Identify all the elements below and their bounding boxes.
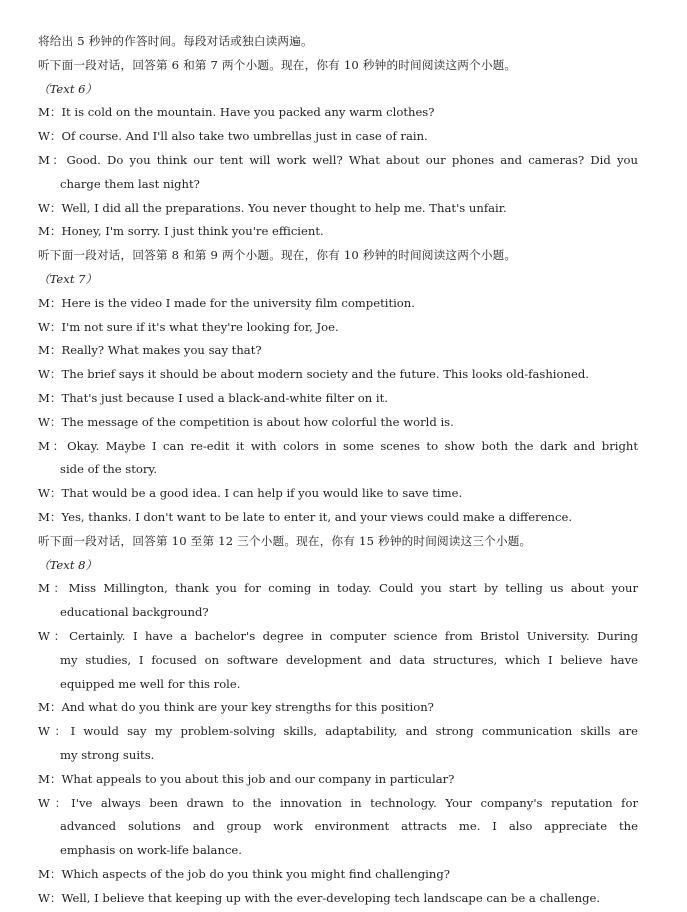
text-label: （Text 8） [38,557,98,572]
dialogue-line: M：Here is the video I made for the university film competition. [38,295,415,310]
dialogue-turn [38,696,638,720]
dialogue-line: W：Of course. And I'll also take two umbrellas just in case of rain. [38,129,428,144]
dialogue-turn [38,220,638,244]
dialogue-line: W：I'm not sure if it's what they're looking for, Joe. [38,319,339,334]
dialogue-line-continued: equipped me well for this role. [60,676,241,691]
dialogue-turn [38,197,638,221]
dialogue-turn [38,339,638,363]
dialogue-line: W：I've always been drawn to the innovation in technology. Your company's reputation for [38,795,638,810]
dialogue-line: W：Well, I did all the preparations. You never thought to help me. That's unfair. [38,200,507,215]
dialogue-line: M：Miss Millington, thank you for coming in today. Could you start by telling us about your [38,581,638,596]
dialogue-line: M：Which aspects of the job do you think you might find challenging? [38,866,450,881]
instruction-line: 听下面一段对话，回答第 6 和第 7 两个小题。现在，你有 10 秒钟的时间阅读这两个小题。 [38,57,517,72]
dialogue-turn [38,792,638,863]
dialogue-turn [38,363,638,387]
transcript-page [38,30,638,910]
dialogue-line: M：It is cold on the mountain. Have you packed any warm clothes? [38,105,435,120]
dialogue-line: M：What appeals to you about this job and our company in particular? [38,771,455,786]
dialogue-line: M：Okay. Maybe I can re-edit it with colors in some scenes to show both the dark and bright [38,438,638,453]
dialogue-turn [38,720,638,768]
dialogue-turn [38,387,638,411]
dialogue-line: M：That's just because I used a black-and-white filter on it. [38,390,388,405]
dialogue-turn [38,125,638,149]
dialogue-line-continued: advanced solutions and group work environment attracts me. I also appreciate the [60,819,638,834]
dialogue-line: M：Good. Do you think our tent will work well? What about our phones and cameras? Did you [38,152,638,167]
dialogue-line-continued: educational background? [60,605,209,620]
dialogue-line-continued: side of the story. [60,462,158,477]
dialogue-turn [38,506,638,530]
dialogue-line-continued: emphasis on work-life balance. [60,843,242,858]
dialogue-turn [38,887,638,911]
dialogue-line: W：Certainly. I have a bachelor's degree in computer science from Bristol University. During [38,628,638,643]
dialogue-line-continued: my studies, I focused on software development and data structures, which I believe have [60,652,638,667]
instruction-line: 听下面一段对话，回答第 10 至第 12 三个小题。现在，你有 15 秒钟的时间阅读这三个小题。 [38,533,532,548]
dialogue-turn [38,625,638,696]
dialogue-turn [38,768,638,792]
dialogue-line: M：Really? What makes you say that? [38,343,262,358]
dialogue-turn [38,411,638,435]
dialogue-line: M：Honey, I'm sorry. I just think you're efficient. [38,224,324,239]
dialogue-line: W：The message of the competition is about how colorful the world is. [38,414,454,429]
dialogue-line: W：That would be a good idea. I can help if you would like to save time. [38,486,463,501]
dialogue-turn [38,316,638,340]
text-label: （Text 7） [38,271,98,286]
dialogue-line: W：The brief says it should be about modern society and the future. This looks old-fashioned. [38,367,589,382]
dialogue-turn [38,482,638,506]
dialogue-line: W：I would say my problem-solving skills, adaptability, and strong communication skills are [38,724,638,739]
instruction-line: 听下面一段对话，回答第 8 和第 9 两个小题。现在，你有 10 秒钟的时间阅读这两个小题。 [38,248,517,263]
dialogue-line-continued: my strong suits. [60,747,155,762]
dialogue-turn [38,292,638,316]
text-label: （Text 6） [38,81,98,96]
dialogue-turn [38,149,638,197]
dialogue-line: M：Yes, thanks. I don't want to be late to enter it, and your views could make a difference. [38,509,573,524]
dialogue-turn [38,435,638,483]
dialogue-line: M：And what do you think are your key strengths for this position? [38,700,434,715]
dialogue-line: W：Well, I believe that keeping up with the ever-developing tech landscape can be a challenge. [38,890,601,905]
dialogue-turn [38,101,638,125]
dialogue-turn [38,863,638,887]
dialogue-line-continued: charge them last night? [60,176,200,191]
dialogue-turn [38,577,638,625]
instruction-line: 将给出 5 秒钟的作答时间。每段对话或独白读两遍。 [38,34,313,48]
